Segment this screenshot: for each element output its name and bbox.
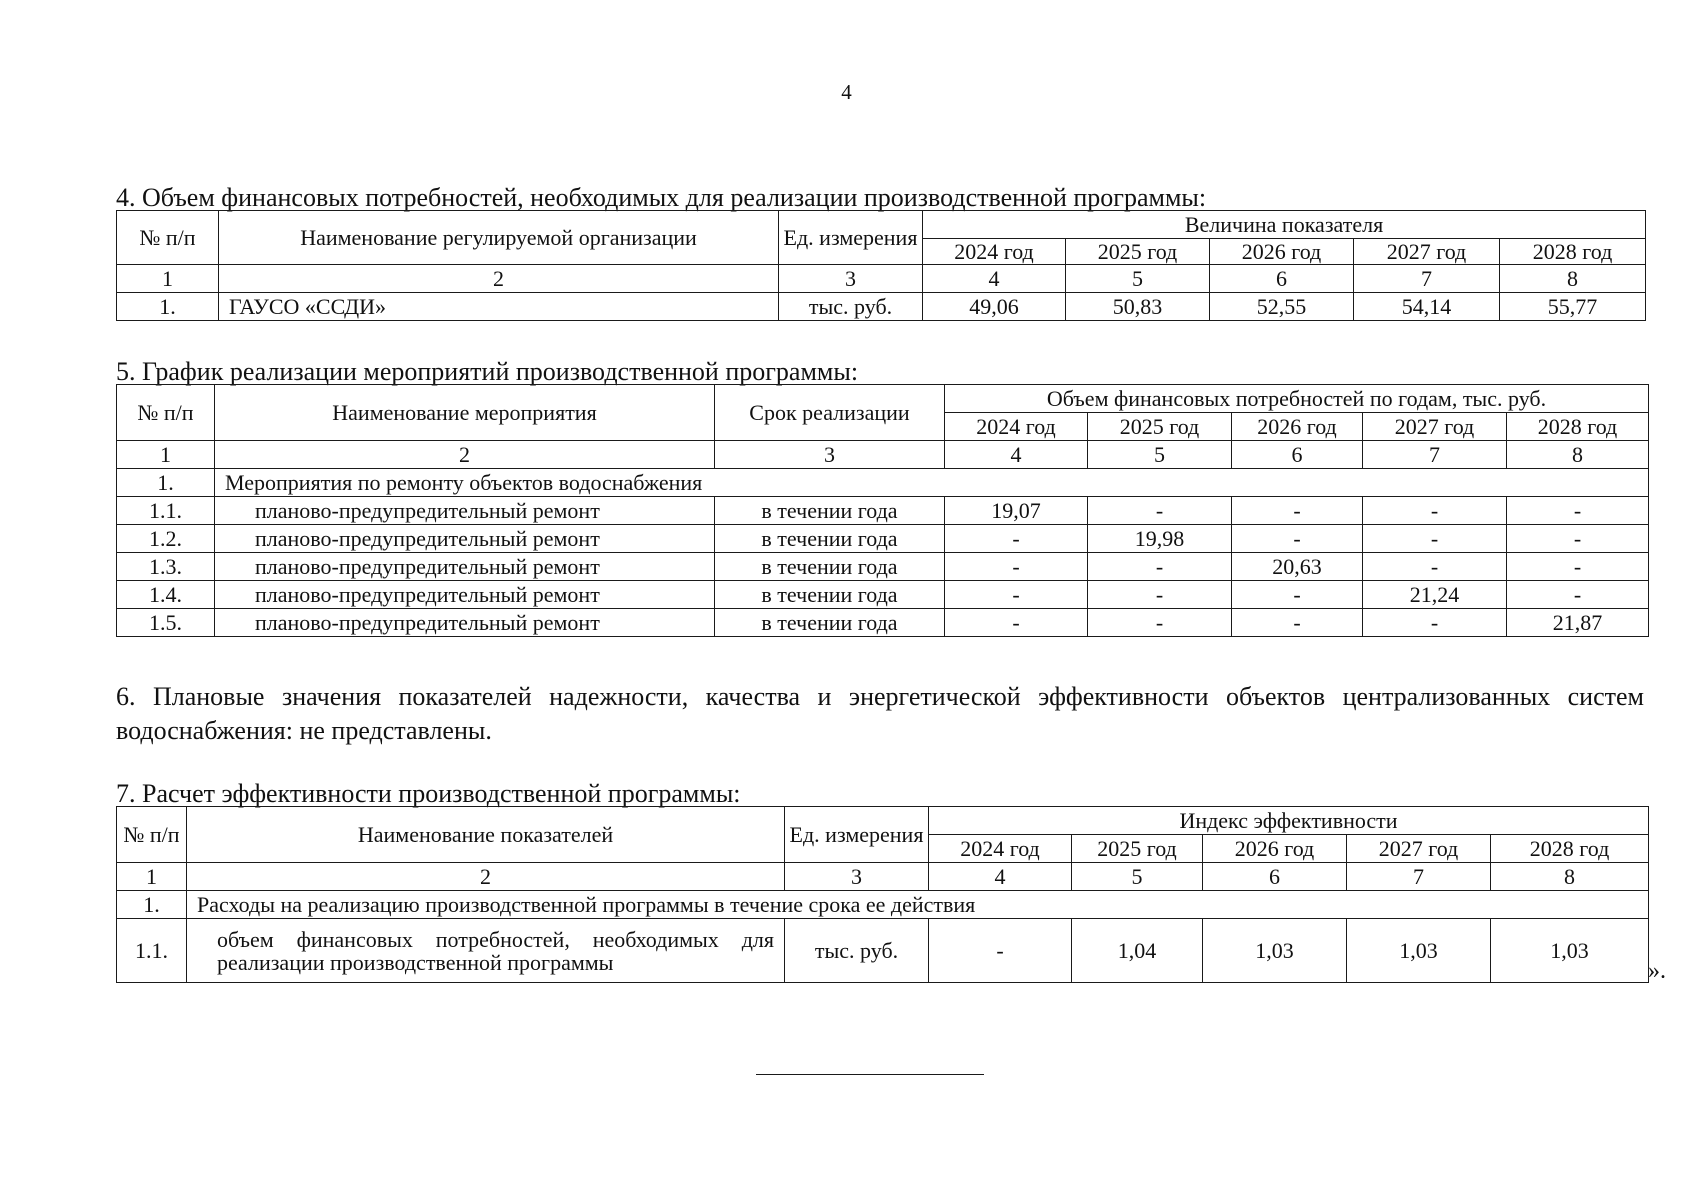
group-row bbox=[117, 891, 1649, 919]
indicator-name: объем финансовых потребностей, необходимых для реализации производственной программы bbox=[187, 919, 785, 983]
row-value: - bbox=[1363, 553, 1507, 581]
row-unit: тыс. руб. bbox=[779, 293, 923, 321]
header-year: 2028 год bbox=[1507, 413, 1649, 441]
activity-name: планово-предупредительный ремонт bbox=[215, 497, 715, 525]
closing-quote: ». bbox=[1648, 958, 1666, 984]
row-value: 21,87 bbox=[1507, 609, 1649, 637]
header-year: 2026 год bbox=[1232, 413, 1363, 441]
row-value: - bbox=[1232, 525, 1363, 553]
column-number-row bbox=[117, 265, 1646, 293]
row-value: 19,98 bbox=[1088, 525, 1232, 553]
row-value: - bbox=[1232, 497, 1363, 525]
col-number: 7 bbox=[1354, 265, 1500, 293]
row-value: 50,83 bbox=[1066, 293, 1210, 321]
section-4-table bbox=[116, 210, 1646, 321]
header-year: 2028 год bbox=[1500, 239, 1646, 265]
row-value: 49,06 bbox=[923, 293, 1066, 321]
header-year: 2024 год bbox=[945, 413, 1088, 441]
row-value: - bbox=[1088, 581, 1232, 609]
column-number-row bbox=[117, 863, 1649, 891]
row-value: 1,04 bbox=[1072, 919, 1203, 983]
row-value: - bbox=[945, 553, 1088, 581]
col-number: 1 bbox=[117, 863, 187, 891]
row-value: - bbox=[1363, 525, 1507, 553]
col-number: 4 bbox=[923, 265, 1066, 293]
activity-name: планово-предупредительный ремонт bbox=[215, 525, 715, 553]
table-row bbox=[117, 525, 1649, 553]
col-number: 8 bbox=[1507, 441, 1649, 469]
row-num: 1.1. bbox=[117, 919, 187, 983]
header-year: 2025 год bbox=[1088, 413, 1232, 441]
col-number: 1 bbox=[117, 265, 219, 293]
table-row bbox=[117, 581, 1649, 609]
header-year: 2026 год bbox=[1203, 835, 1347, 863]
col-number: 8 bbox=[1500, 265, 1646, 293]
row-value: 1,03 bbox=[1347, 919, 1491, 983]
row-value: 20,63 bbox=[1232, 553, 1363, 581]
col-number: 3 bbox=[715, 441, 945, 469]
col-number: 2 bbox=[219, 265, 779, 293]
activity-term: в течении года bbox=[715, 609, 945, 637]
row-value: - bbox=[1232, 581, 1363, 609]
col-number: 5 bbox=[1066, 265, 1210, 293]
group-row bbox=[117, 469, 1649, 497]
col-number: 7 bbox=[1363, 441, 1507, 469]
section-7-table bbox=[116, 806, 1649, 983]
row-value: - bbox=[1088, 553, 1232, 581]
section-7-title: 7. Расчет эффективности производственной программы: bbox=[116, 779, 741, 808]
header-year: 2024 год bbox=[923, 239, 1066, 265]
activity-name: планово-предупредительный ремонт bbox=[215, 553, 715, 581]
column-number-row bbox=[117, 441, 1649, 469]
row-value: 1,03 bbox=[1203, 919, 1347, 983]
row-num: 1.1. bbox=[117, 497, 215, 525]
group-num: 1. bbox=[117, 891, 187, 919]
activity-term: в течении года bbox=[715, 525, 945, 553]
header-year: 2028 год bbox=[1491, 835, 1649, 863]
header-name: Наименование регулируемой организации bbox=[219, 211, 779, 265]
col-number: 4 bbox=[929, 863, 1072, 891]
activity-name: планово-предупредительный ремонт bbox=[215, 609, 715, 637]
header-term: Срок реализации bbox=[715, 385, 945, 441]
group-name: Мероприятия по ремонту объектов водоснабжения bbox=[215, 469, 1649, 497]
row-value: - bbox=[1088, 497, 1232, 525]
table-row bbox=[117, 609, 1649, 637]
row-value: - bbox=[1363, 609, 1507, 637]
header-num: № п/п bbox=[117, 807, 187, 863]
header-year: 2027 год bbox=[1354, 239, 1500, 265]
row-num: 1. bbox=[117, 293, 219, 321]
row-value: - bbox=[1363, 497, 1507, 525]
col-number: 4 bbox=[945, 441, 1088, 469]
col-number: 2 bbox=[215, 441, 715, 469]
section-5-table bbox=[116, 384, 1649, 637]
table-row bbox=[117, 553, 1649, 581]
row-value: - bbox=[945, 581, 1088, 609]
row-value: - bbox=[1507, 497, 1649, 525]
section-5-title: 5. График реализации мероприятий производственной программы: bbox=[116, 357, 859, 386]
row-value: 52,55 bbox=[1210, 293, 1354, 321]
footer-divider bbox=[756, 1074, 984, 1075]
table-row bbox=[117, 293, 1646, 321]
col-number: 3 bbox=[785, 863, 929, 891]
activity-term: в течении года bbox=[715, 497, 945, 525]
header-value-group: Индекс эффективности bbox=[929, 807, 1649, 835]
row-value: 21,24 bbox=[1363, 581, 1507, 609]
header-value-group: Величина показателя bbox=[923, 211, 1646, 239]
header-unit: Ед. измерения bbox=[779, 211, 923, 265]
col-number: 2 bbox=[187, 863, 785, 891]
col-number: 1 bbox=[117, 441, 215, 469]
row-unit: тыс. руб. bbox=[785, 919, 929, 983]
row-num: 1.2. bbox=[117, 525, 215, 553]
activity-term: в течении года bbox=[715, 553, 945, 581]
row-value: - bbox=[1507, 525, 1649, 553]
header-num: № п/п bbox=[117, 385, 215, 441]
table-row bbox=[117, 497, 1649, 525]
group-num: 1. bbox=[117, 469, 215, 497]
row-value: 55,77 bbox=[1500, 293, 1646, 321]
row-value: - bbox=[1088, 609, 1232, 637]
row-value: 19,07 bbox=[945, 497, 1088, 525]
header-year: 2024 год bbox=[929, 835, 1072, 863]
col-number: 3 bbox=[779, 265, 923, 293]
row-value: - bbox=[1232, 609, 1363, 637]
col-number: 5 bbox=[1088, 441, 1232, 469]
activity-name: планово-предупредительный ремонт bbox=[215, 581, 715, 609]
header-name: Наименование показателей bbox=[187, 807, 785, 863]
section-4-title: 4. Объем финансовых потребностей, необходимых для реализации производственной программы: bbox=[116, 183, 1207, 212]
row-value: 1,03 bbox=[1491, 919, 1649, 983]
header-num: № п/п bbox=[117, 211, 219, 265]
row-value: - bbox=[945, 525, 1088, 553]
col-number: 6 bbox=[1210, 265, 1354, 293]
row-num: 1.3. bbox=[117, 553, 215, 581]
row-value: - bbox=[1507, 581, 1649, 609]
table-row bbox=[117, 919, 1649, 983]
header-year: 2025 год bbox=[1066, 239, 1210, 265]
header-name: Наименование мероприятия bbox=[215, 385, 715, 441]
header-year: 2026 год bbox=[1210, 239, 1354, 265]
header-unit: Ед. измерения bbox=[785, 807, 929, 863]
activity-term: в течении года bbox=[715, 581, 945, 609]
col-number: 7 bbox=[1347, 863, 1491, 891]
row-value: - bbox=[929, 919, 1072, 983]
header-year: 2027 год bbox=[1363, 413, 1507, 441]
group-name: Расходы на реализацию производственной программы в течение срока ее действия bbox=[187, 891, 1649, 919]
row-num: 1.4. bbox=[117, 581, 215, 609]
header-value-group: Объем финансовых потребностей по годам, тыс. руб. bbox=[945, 385, 1649, 413]
organization-name: ГАУСО «ССДИ» bbox=[219, 293, 779, 321]
col-number: 6 bbox=[1232, 441, 1363, 469]
header-year: 2025 год bbox=[1072, 835, 1203, 863]
row-value: - bbox=[1507, 553, 1649, 581]
row-num: 1.5. bbox=[117, 609, 215, 637]
page-number: 4 bbox=[841, 80, 852, 104]
col-number: 5 bbox=[1072, 863, 1203, 891]
col-number: 8 bbox=[1491, 863, 1649, 891]
row-value: 54,14 bbox=[1354, 293, 1500, 321]
section-6-text: 6. Плановые значения показателей надежности, качества и энергетической эффективности объектов централизованных систем водоснабжения: не представлены. bbox=[116, 682, 1644, 745]
row-value: - bbox=[945, 609, 1088, 637]
header-year: 2027 год bbox=[1347, 835, 1491, 863]
col-number: 6 bbox=[1203, 863, 1347, 891]
